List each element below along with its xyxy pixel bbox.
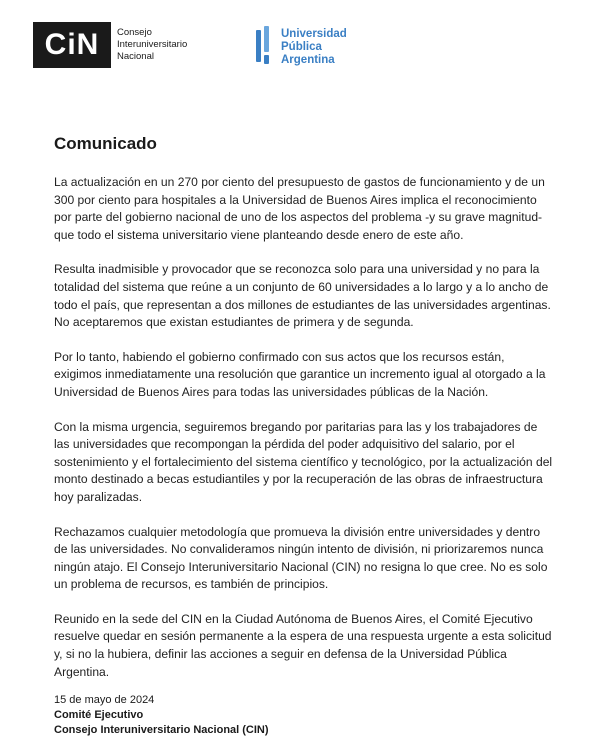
upa-name-line: Pública	[281, 41, 322, 53]
paragraph: La actualización en un 270 por ciento del presupuesto de gastos de funcionamiento y de un 300 por ciento para hospitales a la Universidad de Buenos Aires implica el reconocimiento por parte del gobierno nacional de uno de los aspectos del problema -y su grave magnitud- que todo el sistema universitario viene planteando desde enero de este año.	[54, 175, 545, 242]
upa-name	[281, 28, 347, 67]
signature-block	[54, 693, 269, 738]
document-date: 15 de mayo de 2024	[54, 694, 155, 706]
cin-logo: CiN	[33, 22, 111, 68]
cin-name-line: Nacional	[117, 51, 154, 62]
paragraph: Por lo tanto, habiendo el gobierno confirmado con sus actos que los recursos están, exigimos inmediatamente una resolución que garantice un incremento igual al otorgado a la Universidad de Buenos Aires para todas las universidades públicas de la Nación.	[54, 349, 546, 399]
signer-committee: Comité Ejecutivo	[54, 709, 144, 721]
upa-name-line: Universidad	[281, 28, 347, 40]
upa-mark-icon	[253, 24, 275, 68]
cin-name-line: Interuniversitario	[117, 39, 188, 50]
upa-name-line: Argentina	[281, 54, 335, 66]
paragraph: Rechazamos cualquier metodología que promueva la división entre universidades y dentro de las universidades. No convalideramos ningún intento de división, ni priorizaremos nunca ningún atajo. El Consejo Interuniversitario Nacional (CIN) no resigna lo que cree. No es solo un problema de recursos, es también de principios.	[54, 524, 548, 592]
cin-name	[117, 27, 187, 63]
document-title: Comunicado	[54, 134, 157, 153]
paragraph: Con la misma urgencia, seguiremos bregando por paritarias para las y los trabajadores de las universidades que recompongan la pérdida del poder adquisitivo del salario, por el sostenimiento y el fortalecimiento del sistema científico y tecnológico, por la actualización del monto destinado a becas estudiantiles y por la recuperación de las obras de infraestructura hoy paralizadas.	[54, 419, 553, 504]
letterhead	[33, 22, 580, 70]
signer-organization: Consejo Interuniversitario Nacional (CIN)	[54, 724, 269, 736]
cin-name-line: Consejo	[117, 27, 152, 38]
document-body	[54, 134, 554, 698]
paragraph: Resulta inadmisible y provocador que se reconozca solo para una universidad y no para la totalidad del sistema que reúne a un conjunto de 60 universidades a lo largo y a lo ancho de todo el país, que representan a dos millones de estudiantes de las universidades argentinas. No aceptaremos que existan estudiantes de primera y de segunda.	[54, 262, 551, 330]
paragraph: Reunido en la sede del CIN en la Ciudad Autónoma de Buenos Aires, el Comité Ejecutivo resuelve quedar en sesión permanente a la espera de una respuesta urgente a esta solicitud y, si no la hubiera, definir las acciones a seguir en defensa de la Universidad Pública Argentina.	[54, 611, 552, 679]
